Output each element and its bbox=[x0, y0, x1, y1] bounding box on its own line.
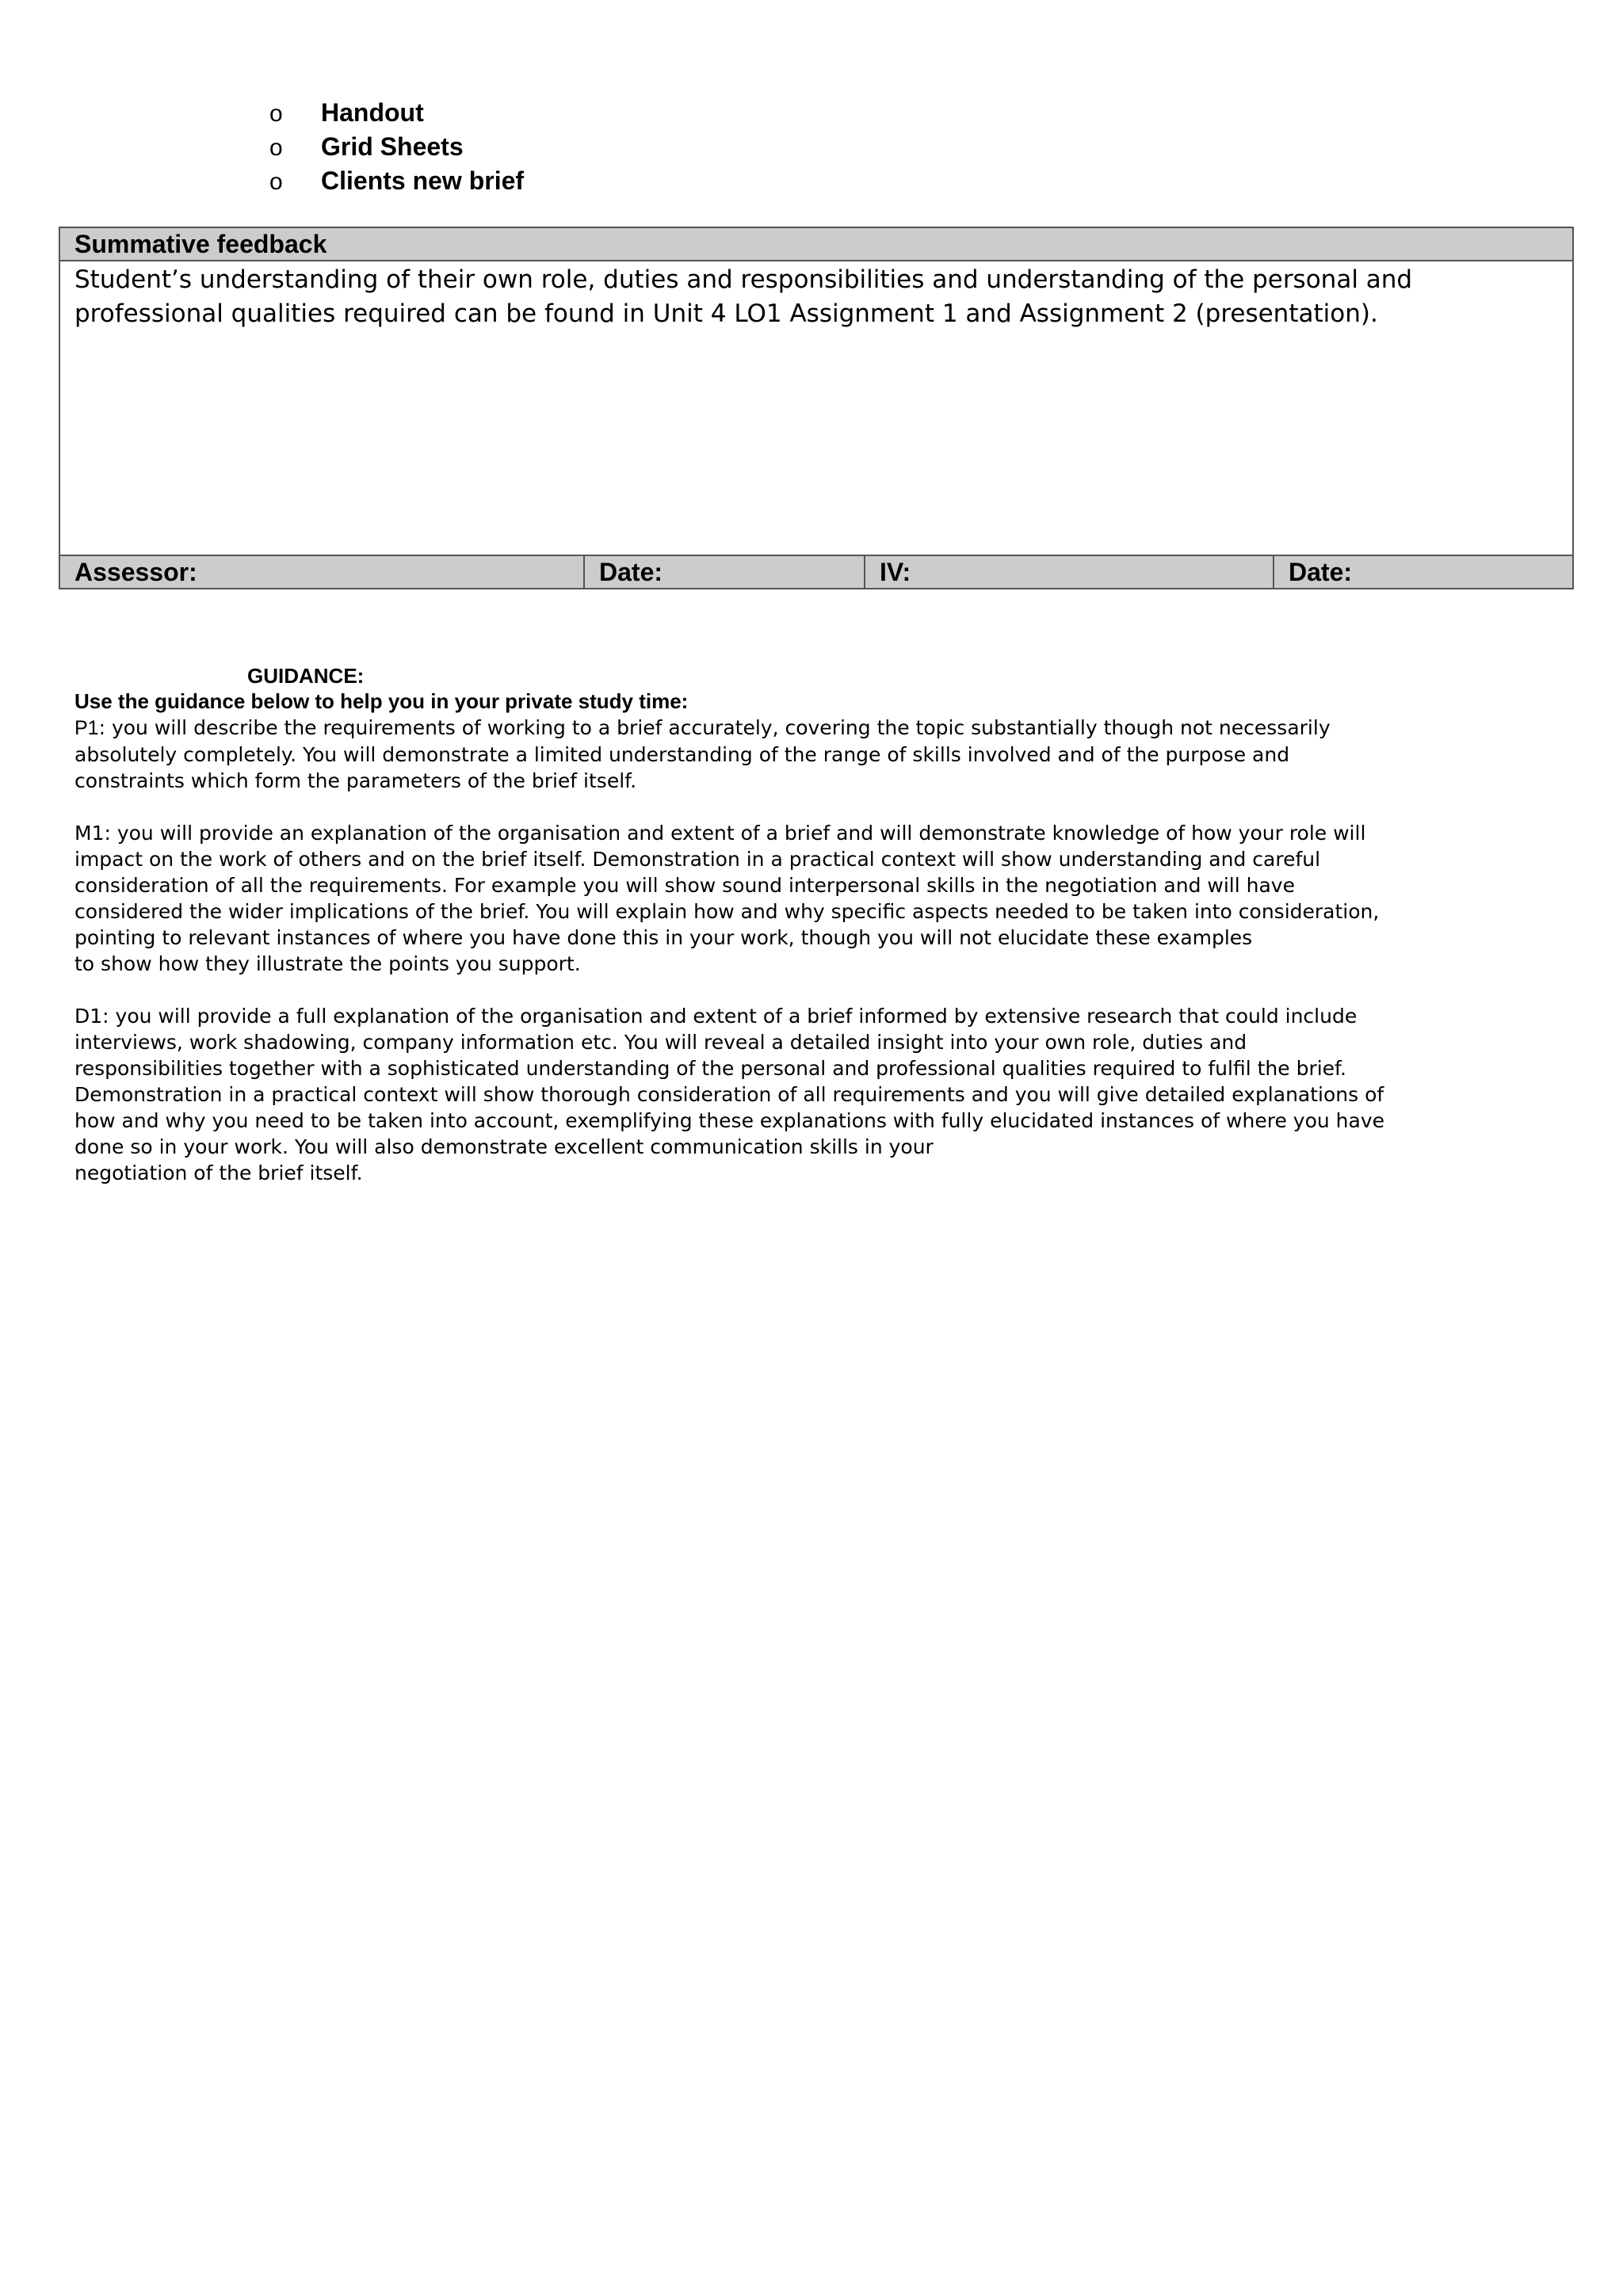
guidance-body bbox=[74, 715, 1390, 1212]
bullet-icon: o bbox=[269, 135, 283, 161]
resource-list bbox=[269, 98, 524, 200]
list-item bbox=[269, 98, 524, 132]
m1-paragraph bbox=[74, 820, 1390, 977]
assessor-date-label: Date: bbox=[584, 555, 865, 589]
guidance-subtitle: Use the guidance below to help you in your private study time: bbox=[74, 689, 689, 713]
iv-label: IV: bbox=[865, 555, 1274, 589]
p1-paragraph bbox=[74, 715, 1390, 794]
d1-text: D1: you will provide a full explanation of the organisation and extent of a brief informed by extensive research that could include interviews, work shadowing, company information etc. You will reveal a detailed insight into your own role, duties and responsibilities together with a sophisticated understanding of the personal and professional qualities required to fulfil the brief. Demonstration in a practical context will show thorough consideration of all requirements and you will give detailed explanations of how and why you need to be taken into account, exemplifying these explanations with fully elucidated instances of where you have done so in your work. You will also demonstrate excellent communication skills in your bbox=[74, 1005, 1384, 1158]
list-item-label: Grid Sheets bbox=[321, 132, 464, 161]
feedback-body: Student’s understanding of their own role, duties and responsibilities and understanding of the personal and professional qualities required can be found in Unit 4 LO1 Assignment 1 and Assignment 2 (presentation). bbox=[59, 261, 1573, 555]
feedback-header: Summative feedback bbox=[59, 227, 1573, 261]
list-item bbox=[269, 166, 524, 200]
assessor-label: Assessor: bbox=[59, 555, 584, 589]
bullet-icon: o bbox=[269, 101, 283, 127]
iv-date-label: Date: bbox=[1274, 555, 1573, 589]
guidance-title: GUIDANCE: bbox=[247, 664, 365, 688]
d1-paragraph bbox=[74, 1003, 1390, 1186]
p1-label: P1 bbox=[74, 717, 99, 739]
p1-text: : you will describe the requirements of working to a brief accurately, covering the topic substantially though not necessarily absolutely completely. You will demonstrate a limited understanding of the range of skills involved and of the purpose and constraints which form the parameters of the brief itself. bbox=[74, 716, 1331, 792]
d1-text-continued: negotiation of the brief itself. bbox=[74, 1161, 363, 1184]
bullet-icon: o bbox=[269, 169, 283, 195]
m1-text: M1: you will provide an explanation of the organisation and extent of a brief and will demonstrate knowledge of how your role will impact on the work of others and on the brief itself. Demonstration in a practical context will show understanding and careful consideration of all the requirements. For example you will show sound interpersonal skills in the negotiation and will have considered the wider implications of the brief. You will explain how and why specific aspects needed to be taken into consideration, pointing to relevant instances of where you have done this in your work, though you will not elucidate these examples bbox=[74, 822, 1380, 949]
m1-text-continued: to show how they illustrate the points you support. bbox=[74, 952, 581, 975]
list-item bbox=[269, 132, 524, 166]
list-item-label: Handout bbox=[321, 98, 424, 127]
summative-feedback-table bbox=[59, 227, 1574, 589]
list-item-label: Clients new brief bbox=[321, 166, 525, 195]
